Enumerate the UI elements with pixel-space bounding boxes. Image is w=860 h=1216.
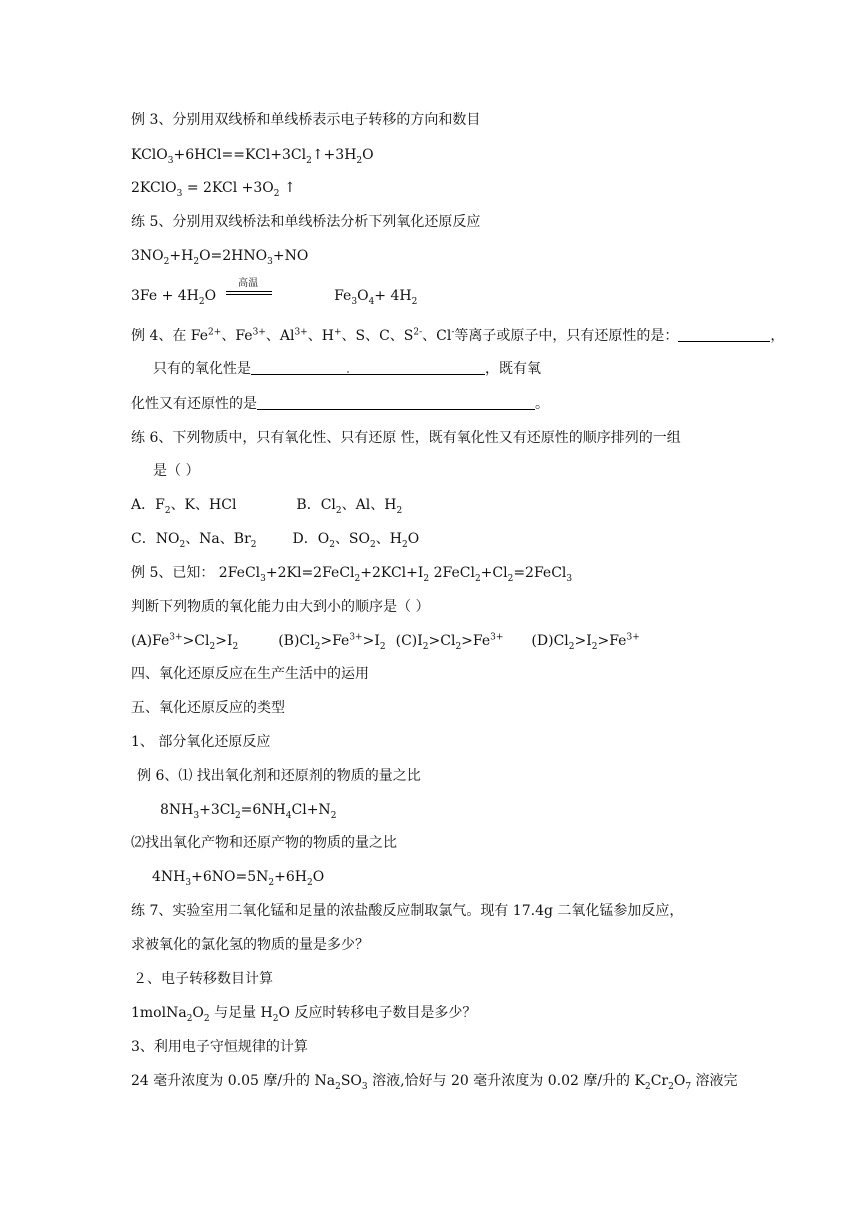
example-4-line-1: 例 4、在 $Fe^{2+}$、$Fe^{3+}$、$Al^{3+}$、H+、S、C、$S^{2-}$、Cl-等离子或原子中，只有还原性的是： ，: [131, 327, 785, 344]
practice-7-line-1: 练 7、实验室用二氧化锰和足量的浓盐酸反应制取氯气。现有 17.4g 二氧化锰参加反应，: [131, 903, 684, 919]
equation-nh3-no: $4NH_3+6NO=5N_2+6H_2O$: [152, 869, 325, 888]
option-b[interactable]: B．$Cl_2$、Al、$H_2$: [296, 497, 403, 516]
example-3-title: 例 3、分别用双线桥和单线桥表示电子转移的方向和数目: [131, 112, 481, 128]
practice-6-options-cd: [131, 529, 419, 549]
final-problem-line: 24 毫升浓度为 0.05 摩/升的 $Na_2SO_3$ 溶液,恰好与 20 毫升浓度为 0.02 摩/升的 $K_2Cr_2O_7$ 溶液完: [131, 1073, 738, 1092]
example-5-question: 判断下列物质的氧化能力由大到小的顺序是（ ）: [131, 599, 430, 615]
answer-blank-both[interactable]: [257, 395, 535, 410]
practice-7-line-2: 求被氧化的氯化氢的物质的量是多少？: [131, 937, 369, 953]
example-4-line-3: 化性又有还原性的是 。: [131, 396, 549, 412]
option-c[interactable]: $(C)I_2>Cl_2>Fe^{3+}$: [395, 632, 504, 652]
option-b[interactable]: $(B)Cl_2>Fe^{3+}>I_2$: [278, 632, 386, 652]
practice-6-options-ab: [131, 495, 402, 515]
example-4-line-2: 只有的氧化性是 ，既有氧: [153, 361, 541, 377]
item-1-heading: 1、 部分氧化还原反应: [131, 734, 271, 750]
equation-no2-h2o: $3NO_2+H_2O=2HNO_3+NO$: [131, 248, 309, 267]
equation-kclo3-hcl: $KClO_3+6HCl==KCl+3Cl_2↑+3H_2O$: [131, 147, 374, 166]
item-2-heading: ２、电子转移数目计算: [133, 971, 273, 987]
answer-blank-reducing-only[interactable]: [678, 327, 770, 342]
answer-blank-oxidizing-only[interactable]: [251, 360, 485, 375]
example-5-options: [131, 631, 640, 651]
option-a[interactable]: A．$F_2$、K、HCl: [131, 497, 237, 516]
equation-nh3-cl2: $8NH_3+3Cl_2=6NH_4Cl+N_2$: [160, 802, 337, 821]
option-a[interactable]: $(A)Fe^{3+}>Cl_2>I_2$: [131, 632, 239, 652]
practice-6-question-cont: 是（ ）: [153, 463, 200, 479]
item-3-heading: 3、利用电子守恒规律的计算: [131, 1039, 308, 1055]
practice-6-question: 练 6、下列物质中，只有氧化性、只有还原 性，既有氧化性又有还原性的顺序排列的一组: [131, 430, 681, 446]
option-c[interactable]: C．$NO_2$、Na、$Br_2$: [131, 531, 257, 550]
equation-kclo3-decomposition: 2KClO$_3$ = $2KCl +3O_2$ ↑: [131, 180, 296, 199]
high-temperature-condition: 高温: [226, 286, 278, 306]
example-6-part-2: ⑵找出氧化产物和还原产物的物质的量之比: [131, 835, 397, 851]
na2o2-question: $1molNa_2O_2$ 与足量 $H_2O$ 反应时转移电子数目是多少？: [131, 1005, 477, 1024]
option-d[interactable]: $(D)Cl_2>I_2>Fe^{3+}$: [531, 632, 640, 652]
example-6-part-1: 例 6、⑴ 找出氧化剂和还原剂的物质的量之比: [137, 768, 421, 784]
equation-fe-h2o: $3Fe + 4H_2O$ 高温 $Fe_3O_4+ 4H_2$: [131, 278, 418, 307]
option-d[interactable]: D．$O_2$、$SO_2$、$H_2O$: [292, 531, 420, 550]
example-5-given: 例 5、已知： $2FeCl_3+2Kl=2FeCl_2+2KCl+I_2$ $2FeCl_2+Cl_2=2FeCl_3$: [131, 565, 573, 584]
section-5-heading: 五、氧化还原反应的类型: [131, 700, 285, 716]
section-4-heading: 四、氧化还原反应在生产生活中的运用: [131, 666, 369, 682]
practice-5-title: 练 5、分别用双线桥法和单线桥法分析下列氧化还原反应: [131, 214, 481, 230]
